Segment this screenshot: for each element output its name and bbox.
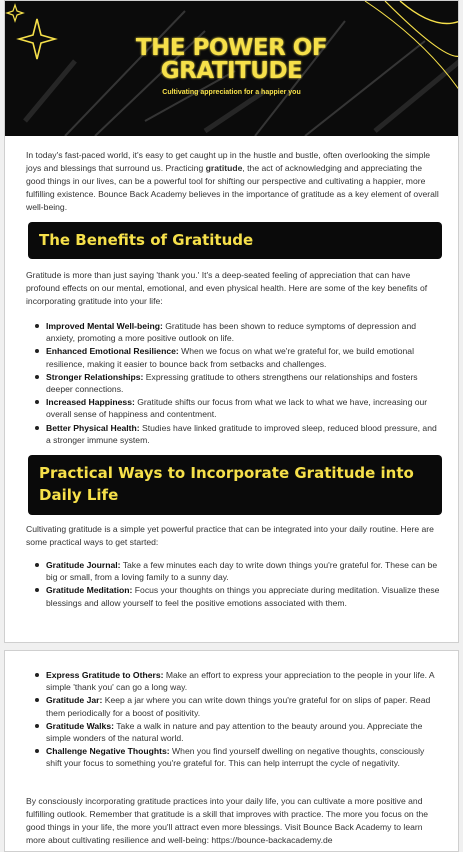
intro-bold-word: gratitude — [205, 163, 243, 173]
list-item-text: Take a walk in nature and pay attention to the beauty around you. Appreciate the simple wonders of the natural world. — [46, 720, 423, 744]
list-item — [31, 396, 441, 420]
benefits-list — [31, 320, 441, 447]
list-item-label: Gratitude Meditation: — [46, 585, 133, 596]
intro-text-after: , the act of acknowledging and appreciating the good things in our lives, can be a powerful tool for shifting our perspective and cultivating a happier, more fulfilling existence. Bounce Back Academy believes in the importance of gratitude as a key element of overall well-being. — [26, 163, 439, 212]
practical-list — [31, 559, 441, 610]
practical-list-continued — [31, 669, 441, 771]
list-item — [31, 422, 441, 446]
list-item — [31, 720, 441, 744]
intro-text-before: In today's fast-paced world, it's easy to get caught up in the hustle and bustle, often overlooking the simple joys and blessings that surround us. Practicing — [26, 150, 431, 173]
list-item-label: Gratitude Jar: — [46, 695, 103, 706]
hero-title-line1: THE POWER OF — [135, 35, 328, 61]
list-item-label: Gratitude Journal: — [46, 560, 121, 570]
list-item-text: Focus your thoughts on things you appreciate during meditation. Visualize these blessings and allow yourself to feel the positive emotions associated with them. — [46, 585, 440, 608]
swoosh-line — [400, 1, 458, 24]
list-item — [31, 320, 441, 344]
practical-intro: Cultivating gratitude is a simple yet powerful practice that can be integrated into your daily routine. Here are some practical ways to get started: — [26, 524, 434, 547]
list-item-text: Gratitude shifts our focus from what we lack to what we have, increasing our overall sense of happiness and contentment. — [46, 397, 428, 420]
list-item — [31, 745, 441, 769]
list-item-label: Gratitude Walks: — [46, 720, 114, 731]
benefits-heading: The Benefits of Gratitude — [28, 222, 442, 259]
list-item-label: Better Physical Health: — [46, 422, 140, 433]
hero-banner — [5, 1, 458, 136]
hero-subtitle: Cultivating appreciation for a happier you — [162, 89, 301, 96]
list-item-text: Expressing gratitude to others strengthens our relationships and fosters deeper connections. — [46, 371, 418, 395]
newsletter-page-1 — [4, 0, 459, 643]
practical-heading: Practical Ways to Incorporate Gratitude into Daily Life — [28, 455, 442, 515]
list-item-label: Enhanced Emotional Resilience: — [46, 346, 179, 357]
sparkle-icon — [7, 5, 23, 21]
list-item-label: Challenge Negative Thoughts: — [46, 746, 170, 757]
list-item-label: Stronger Relationships: — [46, 371, 144, 382]
list-item-text: Keep a jar where you can write down things you're grateful for on slips of paper. Read them periodically for a boost of positivity. — [46, 695, 431, 718]
list-item — [31, 559, 441, 583]
list-item-text: Studies have linked gratitude to improved sleep, reduced blood pressure, and a stronger immune system. — [46, 422, 437, 445]
list-item-text: Take a few minutes each day to write down things you're grateful for. These can be big or small, from a loving family to a sunny day. — [46, 560, 438, 583]
intro-paragraph — [26, 149, 440, 214]
conclusion-paragraph: By consciously incorporating gratitude practices into your daily life, you can cultivate a more positive and fulfilling outlook. Remember that gratitude is a skill that improves with practice. The more you focus on the good things in your life, the more you'll attract even more blessings. Visit Bounce Back Academy to learn more about cultivating resilience and well-being: https://bounce-backacademy.de — [26, 796, 429, 845]
list-item-label: Express Gratitude to Others: — [46, 670, 164, 680]
list-item-text: Gratitude has been shown to reduce symptoms of depression and anxiety, promoting a more positive outlook on life. — [46, 321, 417, 344]
list-item — [31, 371, 441, 395]
list-item-label: Increased Happiness: — [46, 397, 135, 408]
hero-title-line2: GRATITUDE — [160, 58, 303, 84]
benefits-intro: Gratitude is more than just saying 'thank you.' It's a deep-seated feeling of appreciation that can have profound effects on our mental, emotional, and even physical health. Here are some of the key benefits of incorporating gratitude into your life: — [26, 270, 428, 306]
list-item-label: Improved Mental Well-being: — [46, 321, 163, 331]
list-item-text: When you find yourself dwelling on negative thoughts, consciously shift your focus to something you're grateful for. This can help interrupt the cycle of negativity. — [46, 746, 425, 769]
newsletter-page-2 — [4, 650, 459, 852]
list-item — [31, 584, 441, 608]
list-item-text: When we focus on what we're grateful for, we build emotional resilience, making it easier to bounce back from setbacks and challenges. — [46, 346, 414, 369]
list-item-text: Make an effort to express your appreciation to the people in your life. A simple 'thank you' can go a long way. — [46, 670, 435, 693]
list-item — [31, 694, 441, 718]
list-item — [31, 669, 441, 693]
list-item — [31, 345, 441, 369]
hero-title — [5, 37, 458, 83]
